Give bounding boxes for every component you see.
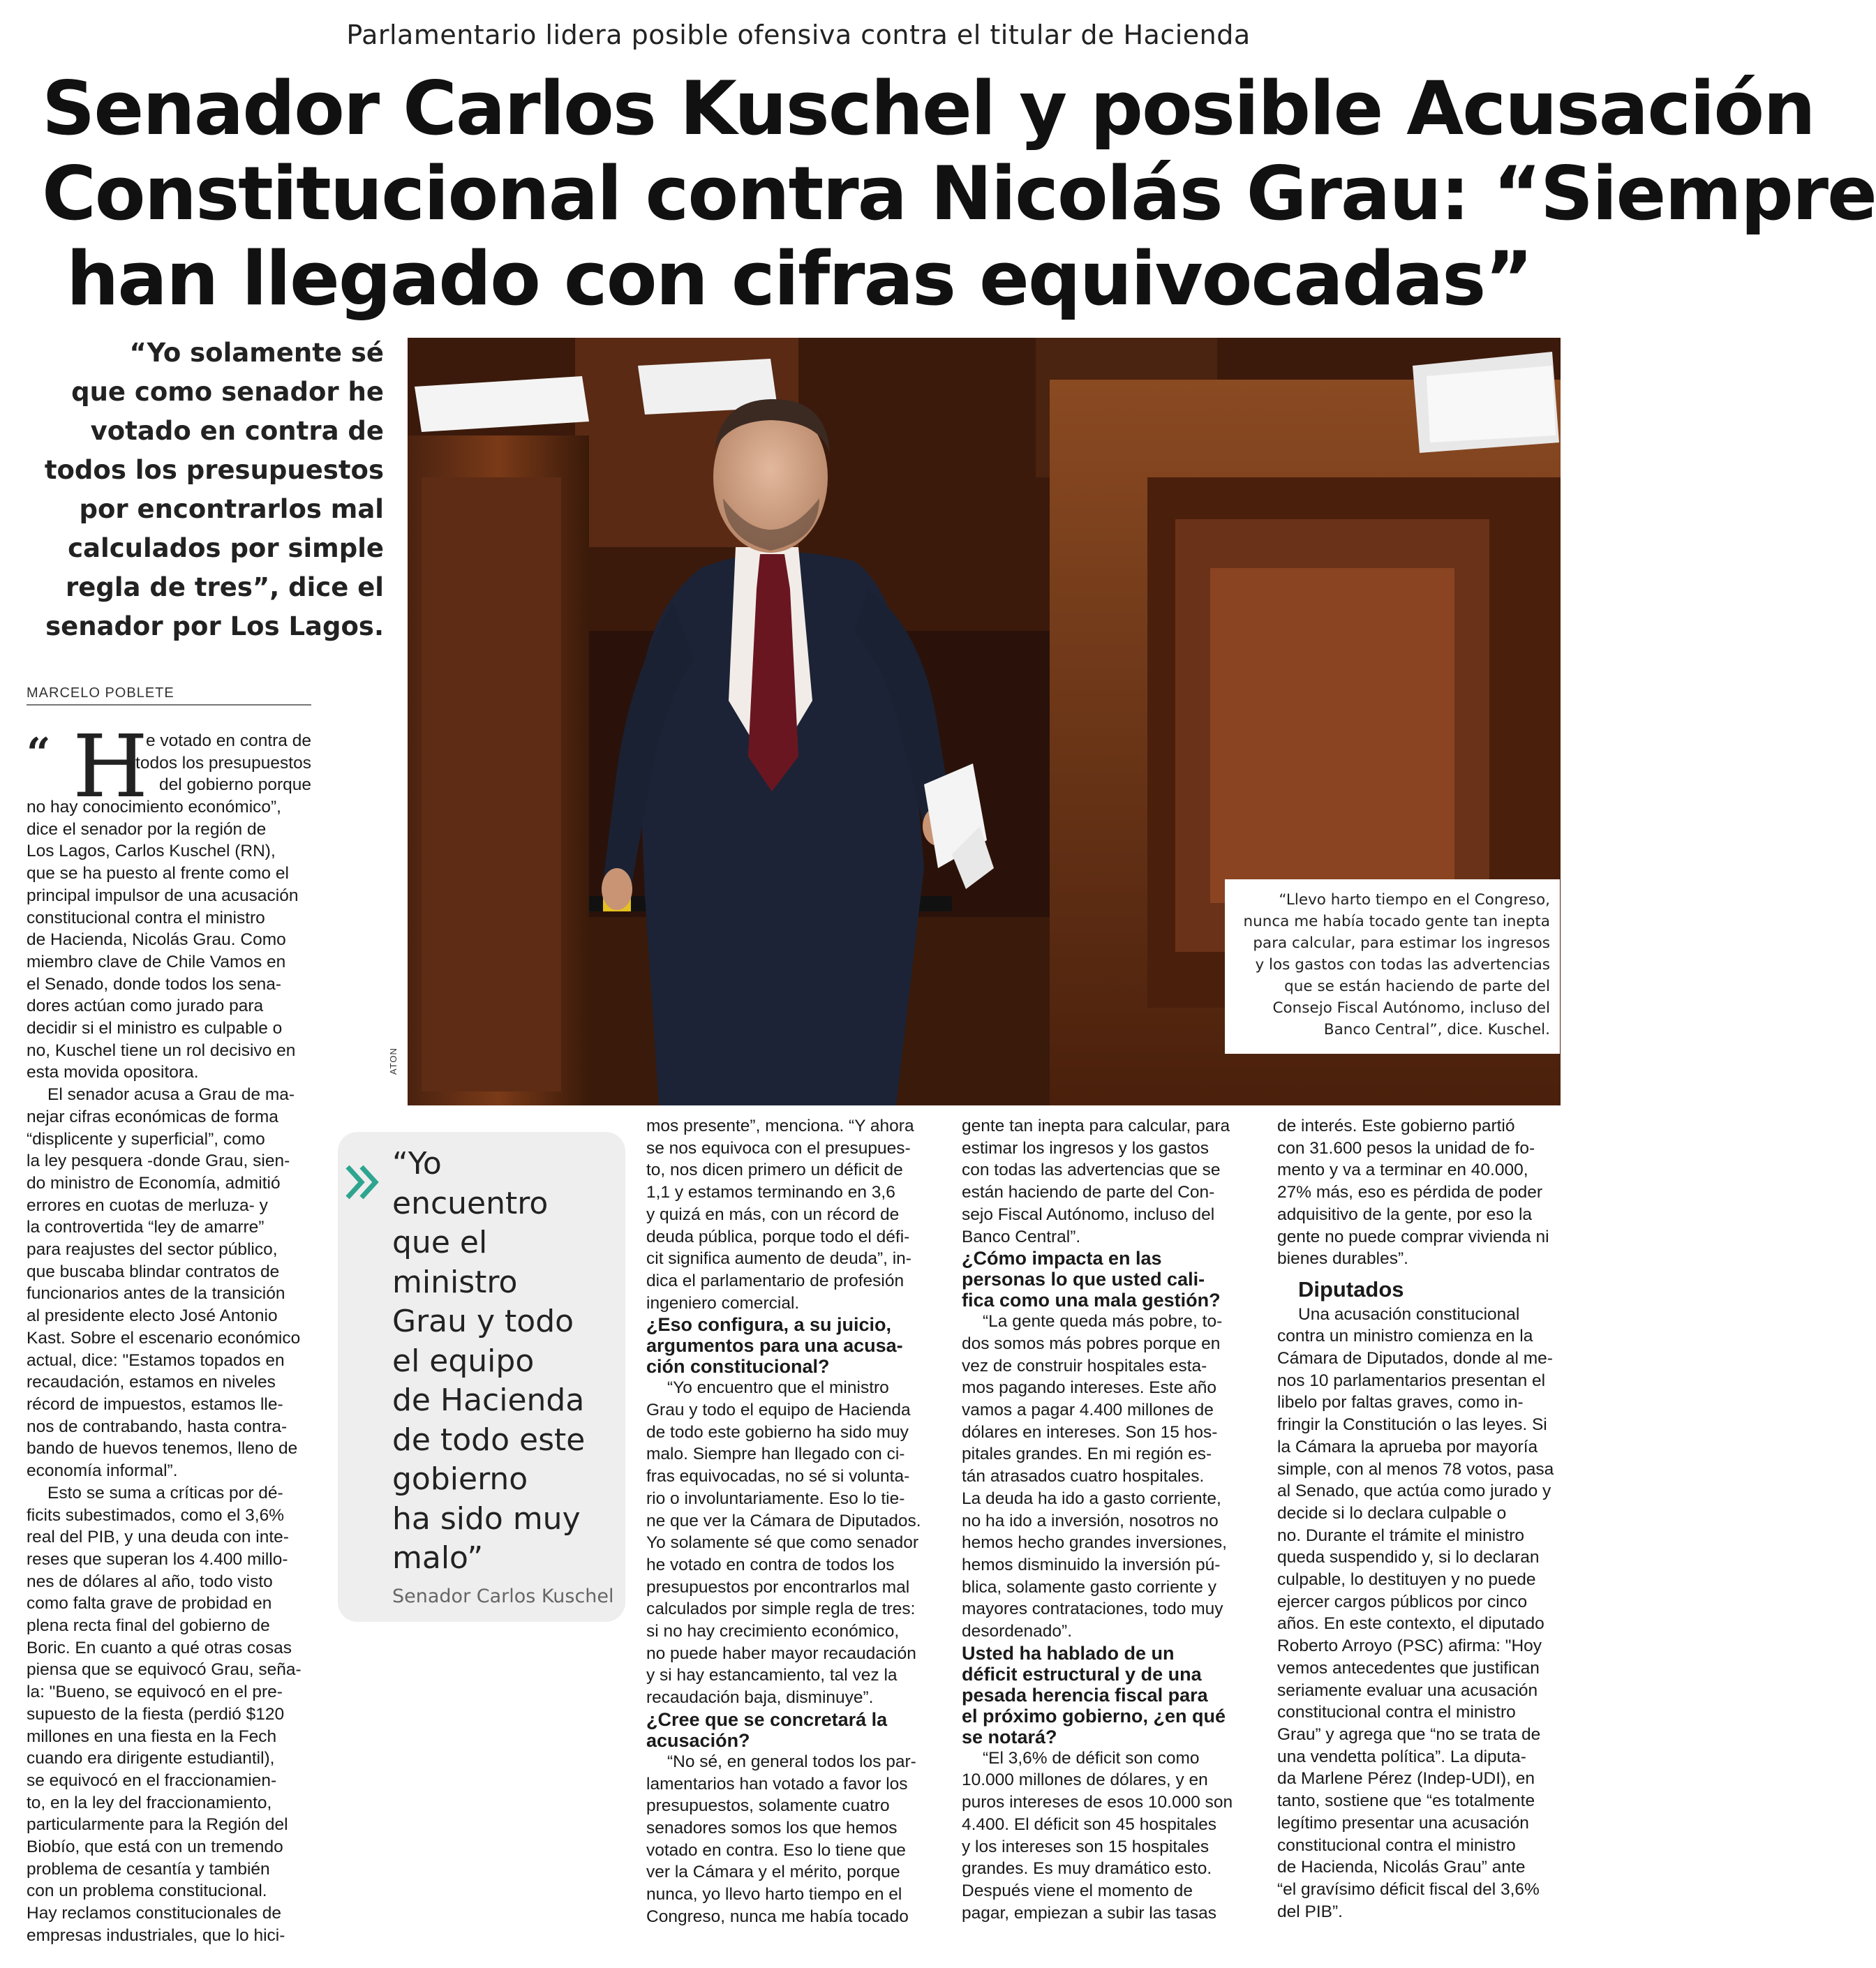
body-line: queda suspendido y, si lo declaran bbox=[1277, 1548, 1540, 1567]
column-1 bbox=[27, 796, 313, 1947]
body-line: 10.000 millones de dólares, y en bbox=[962, 1771, 1208, 1790]
body-line: la: "Bueno, se equivocó en el pre- bbox=[27, 1683, 283, 1702]
body-line: dice el senador por la región de bbox=[27, 819, 267, 839]
body-line: Kast. Sobre el escenario económico bbox=[27, 1328, 301, 1348]
body-line: Esto se suma a críticas por dé- bbox=[47, 1483, 283, 1503]
body-line: de interés. Este gobierno partió bbox=[1277, 1117, 1515, 1135]
body-line: contra un ministro comienza en la bbox=[1277, 1327, 1533, 1346]
question-line: fica como una mala gestión? bbox=[962, 1290, 1221, 1311]
body-line: principal impulsor de una acusación bbox=[27, 886, 299, 905]
body-line: y quizá en más, con un récord de bbox=[646, 1205, 900, 1224]
pull-quote-line: que el bbox=[392, 1225, 488, 1260]
body-line: blica, solamente gasto corriente y bbox=[962, 1577, 1216, 1597]
question-line: Usted ha hablado de un bbox=[962, 1642, 1175, 1664]
body-line: reses que superan los 4.400 millo- bbox=[27, 1549, 288, 1569]
body-line: piensa que se equivocó Grau, seña- bbox=[27, 1660, 302, 1680]
body-line: se nos equivoca con el presupues- bbox=[646, 1138, 911, 1158]
body-line: 1,1 y estamos terminando en 3,6 bbox=[646, 1183, 895, 1202]
lead-line: todos los presupuestos bbox=[44, 455, 384, 485]
pull-quote-line: Grau y todo bbox=[392, 1304, 574, 1339]
body-line: para reajustes del sector público, bbox=[27, 1240, 278, 1260]
lead-line: senador por Los Lagos. bbox=[45, 611, 384, 641]
body-line: errores en cuotas de merluza- y bbox=[27, 1195, 268, 1215]
caption-line: que se están haciendo de parte del bbox=[1284, 978, 1550, 995]
body-line: y si hay estancamiento, tal vez la bbox=[646, 1666, 898, 1685]
body-line: que buscaba blindar contratos de bbox=[27, 1262, 280, 1281]
body-line: dos somos más pobres porque en bbox=[962, 1334, 1221, 1353]
body-line: “el gravísimo déficit fiscal del 3,6% bbox=[1277, 1879, 1540, 1899]
body-line: recaudación, estamos en niveles bbox=[27, 1373, 276, 1392]
pull-quote-line: malo” bbox=[392, 1540, 484, 1576]
pull-quote-line: de Hacienda bbox=[392, 1382, 585, 1418]
body-line: Después viene el momento de bbox=[962, 1881, 1193, 1900]
body-line: do ministro de Economía, admitió bbox=[27, 1173, 281, 1193]
body-line: no ha ido a inversión, nosotros no bbox=[962, 1511, 1219, 1530]
body-line: funcionarios antes de la transición bbox=[27, 1284, 285, 1304]
caption-line: Banco Central”, dice. Kuschel. bbox=[1323, 1021, 1550, 1038]
body-line: Congreso, nunca me había tocado bbox=[646, 1907, 909, 1926]
body-line: Grau y todo el equipo de Hacienda bbox=[646, 1401, 911, 1420]
body-line: nes de dólares al año, todo visto bbox=[27, 1572, 273, 1591]
body-line: Boric. En cuanto a qué otras cosas bbox=[27, 1638, 292, 1657]
pull-quote-line: el equipo bbox=[392, 1343, 535, 1379]
body-line: esta movida opositora. bbox=[27, 1063, 199, 1082]
question-line: ¿Cómo impacta en las bbox=[962, 1248, 1162, 1269]
body-line: estimar los ingresos y los gastos bbox=[962, 1138, 1209, 1158]
pull-quote-attribution: Senador Carlos Kuschel bbox=[392, 1586, 614, 1607]
body-line: ver la Cámara y el mérito, porque bbox=[646, 1863, 900, 1882]
column-1-top bbox=[119, 730, 311, 796]
body-line: la ley pesquera -donde Grau, sien- bbox=[27, 1151, 290, 1171]
body-line: del PIB”. bbox=[1277, 1902, 1343, 1921]
body-line: particularmente para la Región del bbox=[27, 1815, 288, 1835]
pull-quote-box bbox=[338, 1132, 625, 1622]
body-line: con un problema constitucional. bbox=[27, 1881, 267, 1901]
body-line: actual, dice: "Estamos topados en bbox=[27, 1350, 285, 1370]
body-line: vez de construir hospitales esta- bbox=[962, 1356, 1207, 1376]
question-line: déficit estructural y de una bbox=[962, 1663, 1202, 1685]
body-line: seriamente evaluar una acusación bbox=[1277, 1680, 1538, 1700]
body-line: decidir si el ministro es culpable o bbox=[27, 1019, 283, 1038]
headline-line: Constitucional contra Nicolás Grau: “Siempre bbox=[42, 151, 1876, 237]
lead-line: calculados por simple bbox=[68, 533, 384, 563]
body-line: supuesto de la fiesta (perdió $120 bbox=[27, 1704, 285, 1724]
body-line: rio o involuntariamente. Eso lo tie- bbox=[646, 1489, 905, 1508]
body-line: mos presente”, menciona. “Y ahora bbox=[646, 1117, 914, 1135]
caption-line: para calcular, para estimar los ingresos bbox=[1253, 934, 1550, 952]
body-line: votado en contra. Eso lo tiene que bbox=[646, 1840, 906, 1860]
pull-quote-line: de todo este bbox=[392, 1422, 586, 1458]
body-line: están haciendo de parte del Con- bbox=[962, 1183, 1215, 1202]
question-line: se notará? bbox=[962, 1726, 1057, 1747]
pull-quote-line: encuentro bbox=[392, 1185, 549, 1221]
body-line: dica el parlamentario de profesión bbox=[646, 1271, 904, 1290]
body-line: constitucional contra el ministro bbox=[27, 908, 265, 927]
question-line: argumentos para una acusa- bbox=[646, 1335, 903, 1357]
body-line: da Marlene Pérez (Indep-UDI), en bbox=[1277, 1769, 1535, 1789]
body-line: la controvertida “ley de amarre” bbox=[27, 1218, 265, 1237]
body-line: mos pagando intereses. Este año bbox=[962, 1378, 1217, 1398]
question-line: acusación? bbox=[646, 1729, 750, 1751]
body-line: bando de huevos tenemos, lleno de bbox=[27, 1439, 298, 1459]
body-line: Biobío, que está con un tremendo bbox=[27, 1837, 283, 1857]
body-line: fras equivocadas, no sé si volunta- bbox=[646, 1467, 910, 1486]
body-line: hemos hecho grandes inversiones, bbox=[962, 1533, 1227, 1553]
body-line: legítimo presentar una acusación bbox=[1277, 1813, 1529, 1833]
body-line: El senador acusa a Grau de ma- bbox=[47, 1085, 295, 1105]
caption-line: y los gastos con todas las advertencias bbox=[1255, 956, 1550, 974]
body-line: puros intereses de esos 10.000 son bbox=[962, 1793, 1233, 1812]
photo-credit: ATON bbox=[388, 1048, 399, 1075]
body-line: nunca, yo llevo harto tiempo en el bbox=[646, 1885, 902, 1904]
body-line: “displicente y superficial”, como bbox=[27, 1129, 265, 1149]
body-line: gente tan inepta para calcular, para bbox=[962, 1117, 1230, 1135]
body-line: no hay conocimiento económico”, bbox=[27, 798, 281, 817]
body-line: la Cámara la aprueba por mayoría bbox=[1277, 1437, 1538, 1456]
body-line: recaudación baja, disminuye”. bbox=[646, 1688, 874, 1708]
body-line: y los intereses son 15 hospitales bbox=[962, 1837, 1209, 1856]
body-line: senadores somos los que hemos bbox=[646, 1818, 898, 1837]
body-line: pagar, empiezan a subir las tasas bbox=[962, 1903, 1216, 1923]
body-line: cit significa aumento de deuda”, in- bbox=[646, 1249, 911, 1269]
byline: MARCELO POBLETE bbox=[27, 685, 311, 706]
headline-line: Senador Carlos Kuschel y posible Acusación bbox=[42, 66, 1815, 151]
column-4 bbox=[1277, 1115, 1563, 1923]
body-line: al Senado, que actúa como jurado y bbox=[1277, 1482, 1551, 1501]
body-line: mento y va a terminar en 40.000, bbox=[1277, 1161, 1528, 1180]
body-line: vamos a pagar 4.400 millones de bbox=[962, 1401, 1214, 1420]
body-line: empresas industriales, que lo hici- bbox=[27, 1925, 285, 1945]
lead-quote bbox=[28, 334, 384, 646]
body-line: bienes durables”. bbox=[1277, 1249, 1408, 1269]
body-line: Roberto Arroyo (PSC) afirma: "Hoy bbox=[1277, 1637, 1542, 1656]
body-line: una vendetta política”. La diputa- bbox=[1277, 1747, 1526, 1766]
body-line: ingeniero comercial. bbox=[646, 1293, 800, 1313]
body-line: adquisitivo de la gente, por eso la bbox=[1277, 1205, 1533, 1224]
body-line: decide si lo declara culpable o bbox=[1277, 1503, 1507, 1523]
question-line: ción constitucional? bbox=[646, 1356, 830, 1378]
section-subhead: Diputados bbox=[1298, 1276, 1404, 1302]
body-line: pitales grandes. En mi región es- bbox=[962, 1445, 1212, 1464]
opening-quote-mark: “ bbox=[27, 729, 51, 778]
lead-line: votado en contra de bbox=[90, 416, 384, 446]
body-line: con todas las advertencias que se bbox=[962, 1161, 1221, 1180]
body-line: récord de impuestos, estamos lle- bbox=[27, 1394, 283, 1414]
kicker: Parlamentario lidera posible ofensiva contra el titular de Hacienda bbox=[346, 20, 1251, 50]
body-line: mayores contrataciones, todo muy bbox=[962, 1600, 1223, 1619]
body-line: nos 10 parlamentarios presentan el bbox=[1277, 1371, 1546, 1390]
column-2 bbox=[646, 1115, 932, 1928]
body-line: si no hay crecimiento económico, bbox=[646, 1622, 900, 1641]
body-line: al presidente electo José Antonio bbox=[27, 1306, 278, 1326]
body-line: simple, con al menos 78 votos, pasa bbox=[1277, 1459, 1554, 1479]
body-line: tanto, sostiene que “es totalmente bbox=[1277, 1791, 1535, 1811]
body-line: constitucional contra el ministro bbox=[1277, 1835, 1516, 1855]
body-line: “No sé, en general todos los par- bbox=[667, 1752, 916, 1771]
body-line: Hay reclamos constitucionales de bbox=[27, 1904, 281, 1923]
pull-quote-line: ha sido muy bbox=[392, 1500, 581, 1537]
body-line: se equivocó en el fraccionamien- bbox=[27, 1771, 277, 1790]
question-line: el próximo gobierno, ¿en qué bbox=[962, 1705, 1226, 1727]
double-chevron-icon bbox=[342, 1161, 384, 1203]
body-line: presupuestos, solamente cuatro bbox=[646, 1796, 890, 1816]
lead-line: que como senador he bbox=[71, 377, 384, 407]
body-line: deuda pública, porque todo el défi- bbox=[646, 1227, 910, 1246]
body-line: tán atrasados cuatro hospitales. bbox=[962, 1467, 1205, 1486]
body-line: no. Durante el trámite el ministro bbox=[1277, 1526, 1525, 1545]
body-line: de Hacienda, Nicolás Grau” ante bbox=[1277, 1858, 1526, 1877]
headline-line: han llegado con cifras equivocadas” bbox=[66, 236, 1533, 322]
body-line: e votado en contra de bbox=[145, 731, 311, 750]
body-line: ejercer cargos públicos por cinco bbox=[1277, 1592, 1528, 1611]
body-line: millones en una fiesta en la Fech bbox=[27, 1727, 277, 1746]
body-line: plena recta final del gobierno de bbox=[27, 1616, 270, 1636]
body-line: real del PIB, y una deuda con inte- bbox=[27, 1528, 289, 1547]
body-line: he votado en contra de todos los bbox=[646, 1555, 895, 1574]
body-line: grandes. Es muy dramático esto. bbox=[962, 1859, 1212, 1879]
body-line: to, nos dicen primero un déficit de bbox=[646, 1161, 903, 1180]
column-3 bbox=[962, 1115, 1248, 1924]
body-line: cuando era dirigente estudiantil), bbox=[27, 1749, 275, 1768]
body-line: culpable, lo destituyen y no puede bbox=[1277, 1570, 1536, 1590]
body-line: no, Kuschel tiene un rol decisivo en bbox=[27, 1041, 296, 1060]
body-line: to, en la ley del fraccionamiento, bbox=[27, 1793, 272, 1812]
body-line: del gobierno porque bbox=[159, 775, 311, 795]
body-line: 4.400. El déficit son 45 hospitales bbox=[962, 1814, 1217, 1834]
body-line: el Senado, donde todos los sena- bbox=[27, 974, 282, 994]
question-line: personas lo que usted cali- bbox=[962, 1269, 1205, 1290]
body-line: Yo solamente sé que como senador bbox=[646, 1533, 918, 1553]
question-line: ¿Cree que se concretará la bbox=[646, 1708, 888, 1730]
body-line: nos de contrabando, hasta contra- bbox=[27, 1417, 288, 1436]
caption-line: nunca me había tocado gente tan inepta bbox=[1243, 913, 1550, 930]
question-line: ¿Eso configura, a su juicio, bbox=[646, 1314, 892, 1336]
caption-line: “Llevo harto tiempo en el Congreso, bbox=[1279, 891, 1550, 909]
body-line: no puede haber mayor recaudación bbox=[646, 1643, 916, 1663]
question-line: pesada herencia fiscal para bbox=[962, 1684, 1208, 1706]
body-line: ne que ver la Cámara de Diputados. bbox=[646, 1511, 921, 1530]
body-line: “Yo encuentro que el ministro bbox=[667, 1378, 889, 1398]
body-line: miembro clave de Chile Vamos en bbox=[27, 952, 286, 971]
body-line: dólares en intereses. Son 15 hos- bbox=[962, 1422, 1218, 1442]
pull-quote-text bbox=[392, 1145, 616, 1579]
body-line: que se ha puesto al frente como el bbox=[27, 864, 289, 884]
body-line: gente no puede comprar vivienda ni bbox=[1277, 1227, 1549, 1246]
body-line: vemos antecedentes que justifican bbox=[1277, 1658, 1540, 1678]
body-line: desordenado”. bbox=[962, 1622, 1073, 1641]
pull-quote-line: “Yo bbox=[392, 1146, 442, 1181]
body-line: de Hacienda, Nicolás Grau. Como bbox=[27, 930, 286, 950]
lead-line: por encontrarlos mal bbox=[79, 494, 384, 524]
body-line: años. En este contexto, el diputado bbox=[1277, 1614, 1544, 1634]
body-line: fringir la Constitución o las leyes. Si bbox=[1277, 1415, 1547, 1435]
body-line: todos los presupuestos bbox=[135, 753, 311, 773]
body-line: La deuda ha ido a gasto corriente, bbox=[962, 1489, 1221, 1508]
pull-quote-line: gobierno bbox=[392, 1461, 528, 1497]
body-line: calculados por simple regla de tres: bbox=[646, 1600, 916, 1619]
headline bbox=[42, 66, 1876, 322]
body-line: 27% más, eso es pérdida de poder bbox=[1277, 1183, 1542, 1202]
photo-caption bbox=[1225, 879, 1560, 1054]
body-line: constitucional contra el ministro bbox=[1277, 1703, 1516, 1722]
lead-line: “Yo solamente sé bbox=[129, 338, 384, 368]
body-line: dores actúan como jurado para bbox=[27, 997, 264, 1016]
body-line: hemos disminuido la inversión pú- bbox=[962, 1555, 1221, 1574]
body-line: con 31.600 pesos la unidad de fo- bbox=[1277, 1138, 1535, 1158]
pull-quote-line: ministro bbox=[392, 1264, 518, 1300]
body-line: economía informal”. bbox=[27, 1461, 178, 1481]
body-line: presupuestos por encontrarlos mal bbox=[646, 1577, 910, 1597]
drop-cap: H bbox=[73, 717, 149, 817]
body-line: malo. Siempre han llegado con ci- bbox=[646, 1445, 905, 1464]
body-line: “El 3,6% de déficit son como bbox=[983, 1748, 1200, 1768]
body-line: Los Lagos, Carlos Kuschel (RN), bbox=[27, 842, 276, 861]
body-line: sejo Fiscal Autónomo, incluso del bbox=[962, 1205, 1215, 1224]
body-line: libelo por faltas graves, como in- bbox=[1277, 1393, 1524, 1412]
body-line: Grau” y agrega que “no se trata de bbox=[1277, 1724, 1541, 1744]
body-line: nejar cifras económicas de forma bbox=[27, 1107, 278, 1126]
caption-line: Consejo Fiscal Autónomo, incluso del bbox=[1272, 999, 1550, 1017]
body-line: “La gente queda más pobre, to- bbox=[983, 1312, 1223, 1332]
body-line: Banco Central”. bbox=[962, 1227, 1081, 1246]
body-line: lamentarios han votado a favor los bbox=[646, 1774, 908, 1794]
body-line: ficits subestimados, como el 3,6% bbox=[27, 1505, 285, 1525]
body-line: Cámara de Diputados, donde al me- bbox=[1277, 1349, 1553, 1369]
body-line: problema de cesantía y también bbox=[27, 1859, 270, 1879]
body-line: de todo este gobierno ha sido muy bbox=[646, 1422, 909, 1442]
lead-line: regla de tres”, dice el bbox=[66, 572, 384, 602]
body-line: Una acusación constitucional bbox=[1298, 1304, 1520, 1324]
body-line: como falta grave de probidad en bbox=[27, 1594, 272, 1613]
